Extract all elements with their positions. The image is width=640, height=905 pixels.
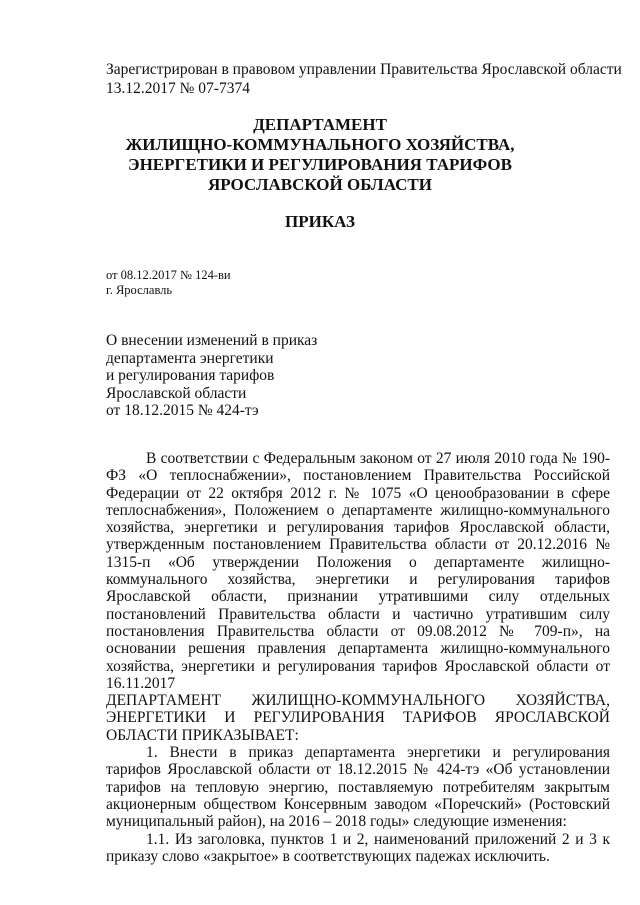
order-clause-line-1: ДЕПАРТАМЕНТ ЖИЛИЩНО-КОММУНАЛЬНОГО ХОЗЯЙСТВА, ЭНЕРГЕТИКИ И РЕГУЛИРОВАНИЯ ТАРИФОВ ЯРОСЛАВСКОЙ bbox=[106, 692, 610, 727]
subject-line: и регулирования тарифов bbox=[106, 367, 275, 384]
document-date-number: от 08.12.2017 № 124-ви bbox=[106, 268, 231, 282]
subject-line: О внесении изменений в приказ bbox=[106, 332, 318, 349]
department-title-line: ДЕПАРТАМЕНТ bbox=[253, 115, 387, 134]
item-1-1-paragraph: 1.1. Из заголовка, пунктов 1 и 2, наименований приложений 2 и 3 к приказу слово «закрытое» в соответствующих падежах исключить. bbox=[106, 830, 610, 865]
subject-line: от 18.12.2015 № 424-тэ bbox=[106, 402, 259, 419]
subject-line: Ярославской области bbox=[106, 384, 247, 402]
document-subject bbox=[106, 332, 317, 420]
document-body bbox=[106, 450, 610, 865]
document-type: ПРИКАЗ bbox=[285, 212, 355, 231]
department-title-line: ЭНЕРГЕТИКИ И РЕГУЛИРОВАНИЯ ТАРИФОВ bbox=[128, 155, 512, 174]
registration-line-2: 13.12.2017 № 07-7374 bbox=[106, 80, 250, 97]
registration-note bbox=[106, 60, 622, 98]
subject-line: департамента энергетики bbox=[106, 349, 274, 367]
preamble-paragraph: В соответствии с Федеральным законом от 27 июля 2010 года № 190-ФЗ «О теплоснабжении», постановлением Правительства Российской Федерации от 22 октября 2012 г. № 1075 «О ценообразовании в сфере теплоснабжения», Положением о департаменте жилищно-коммунального хозяйства, энергетики и регулирования тарифов Ярославской области, утвержденным постановлением Правительства области от 20.12.2016 № 1315-п «Об утверждении Положения о департаменте жилищно-коммунального хозяйства, энергетики и регулирования тарифов Ярославской области, признании утратившими силу отдельных постановлений Правительства области и частично утратившим силу постановления Правительства области от 09.08.2012 № 709-п», на основании решения правления департамента жилищно-коммунального хозяйства, энергетики и регулирования тарифов Ярославской области от 16.11.2017 bbox=[106, 450, 610, 692]
item-1-paragraph: 1. Внести в приказ департамента энергетики и регулирования тарифов Ярославской области от 18.12.2015 № 424-тэ «Об установлении тарифов на тепловую энергию, поставляемую потребителям закрытым акционерным обществом Консервным заводом «Поречский» (Ростовский муниципальный район), на 2016 – 2018 годы» следующие изменения: bbox=[106, 744, 610, 831]
department-title-line: ЖИЛИЩНО-КОММУНАЛЬНОГО ХОЗЯЙСТВА, bbox=[125, 135, 515, 154]
order-clause-line-2: ОБЛАСТИ ПРИКАЗЫВАЕТ: bbox=[106, 726, 299, 744]
department-title-line: ЯРОСЛАВСКОЙ ОБЛАСТИ bbox=[208, 175, 432, 194]
document-city: г. Ярославль bbox=[106, 283, 173, 297]
department-title bbox=[0, 115, 640, 195]
document-meta bbox=[106, 268, 231, 298]
registration-line-1: Зарегистрирован в правовом управлении Правительства Ярославской области bbox=[106, 61, 622, 78]
